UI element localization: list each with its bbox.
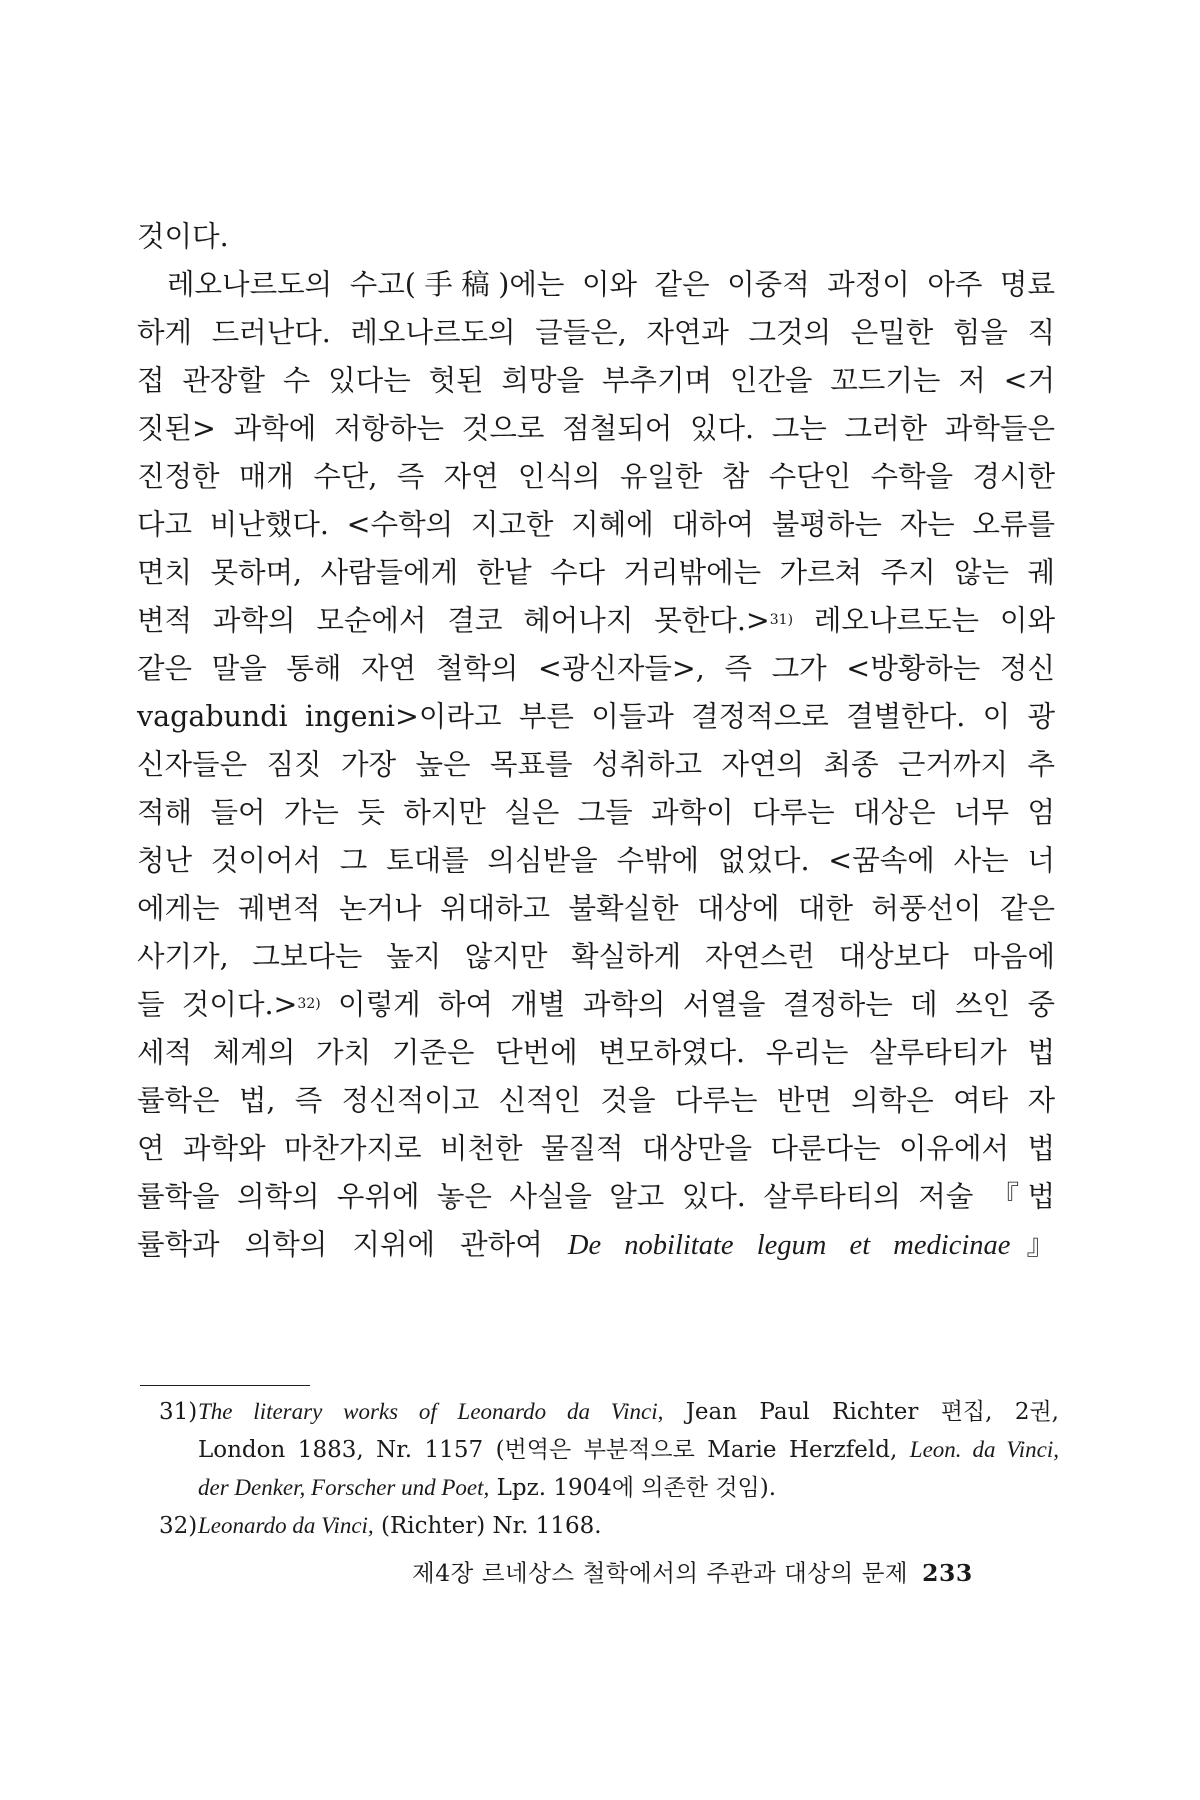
footnote-line [198,1393,1059,1431]
text-span: 청난 것이어서 그 토대를 의심받을 수밖에 없었다. <꿈속에 사는 너 [137,844,1055,877]
text-span: 들 것이다.> [137,988,298,1021]
text-span: London 1883, Nr. 1157 (번역은 부분적으로 Marie Herzfeld, [198,1437,910,1463]
text-line [137,597,1055,645]
text-line [137,1077,1055,1125]
text-line [137,885,1055,933]
text-line [137,357,1055,405]
paragraph-start-line [137,261,1055,309]
text-span: 같은 말을 통해 자연 철학의 <광신자들>, 즉 그가 <방황하는 정신 [137,652,1055,685]
text-line [137,693,1055,741]
text-span: 』 [1010,1228,1055,1261]
footnote-separator [140,1385,310,1386]
text-span: 레오나르도는 이와 [793,604,1055,637]
text-span: 것이다. [137,220,229,253]
text-span: 진정한 매개 수단, 즉 자연 인식의 유일한 참 수단인 수학을 경시한 [137,460,1055,493]
text-line [137,309,1055,357]
text-span: (Richter) Nr. 1168. [373,1513,602,1539]
text-line [137,1221,1055,1270]
footnote-number: 31) [159,1399,198,1425]
text-line [137,837,1055,885]
text-span: 접 관장할 수 있다는 헛된 희망을 부추기며 인간을 꼬드기는 저 <거 [137,364,1055,397]
text-line [137,501,1055,549]
chapter-title: 제4장 르네상스 철학에서의 주관과 대상의 문제 [412,1559,909,1587]
text-line [137,741,1055,789]
footnote-31 [159,1393,1059,1507]
text-line [137,549,1055,597]
latin-title: De nobilitate legum et medicinae [567,1230,1011,1261]
work-title: The literary works of Leonardo da Vinci, [198,1399,664,1424]
footnotes [159,1393,1059,1545]
text-line [137,453,1055,501]
page-number: 233 [922,1559,973,1587]
text-span: 다고 비난했다. <수학의 지고한 지혜에 대하여 불평하는 자는 오류를 [137,508,1055,541]
running-footer [412,1558,973,1588]
footnote-line [198,1431,1059,1469]
work-title: Leon. da Vinci, [909,1437,1059,1462]
footnote-line [198,1507,1059,1545]
text-line [137,1029,1055,1077]
text-line [137,1125,1055,1173]
text-span: 률학을 의학의 우위에 놓은 사실을 알고 있다. 살루타티의 저술 『법 [137,1180,1055,1213]
work-title: der Denker, Forscher und Poet, [198,1475,490,1500]
text-span: vagabundi ingeni>이라고 부른 이들과 결정적으로 결별한다. 이 광 [137,700,1055,733]
text-line [137,933,1055,981]
text-span: 변적 과학의 모순에서 결코 헤어나지 못한다.> [137,604,770,637]
text-span: 하게 드러난다. 레오나르도의 글들은, 자연과 그것의 은밀한 힘을 직 [137,316,1055,349]
text-span: 짓된> 과학에 저항하는 것으로 점철되어 있다. 그는 그러한 과학들은 [137,412,1055,445]
text-line [137,981,1055,1029]
text-span: 면치 못하며, 사람들에게 한낱 수다 거리밖에는 가르쳐 주지 않는 궤 [137,556,1055,589]
text-span: 률학과 의학의 지위에 관하여 [137,1228,568,1261]
text-span: 레오나르도의 수고(手稿)에는 이와 같은 이중적 과정이 아주 명료 [167,268,1055,301]
text-line [137,645,1055,693]
footnote-line [198,1469,1059,1507]
text-span: 적해 들어 가는 듯 하지만 실은 그들 과학이 다루는 대상은 너무 엄 [137,796,1055,829]
text-span: 연 과학와 마찬가지로 비천한 물질적 대상만을 다룬다는 이유에서 법 [137,1132,1055,1165]
text-span: 률학은 법, 즉 정신적이고 신적인 것을 다루는 반면 의학은 여타 자 [137,1084,1055,1117]
footnote-ref-31: 31) [769,612,794,628]
footnote-number: 32) [159,1513,198,1539]
text-span: 세적 체계의 가치 기준은 단번에 변모하였다. 우리는 살루타티가 법 [137,1036,1055,1069]
text-span: 이렇게 하여 개별 과학의 서열을 결정하는 데 쓰인 중 [320,988,1056,1021]
text-line [137,789,1055,837]
footnote-32 [159,1507,1059,1545]
text-span: 사기가, 그보다는 높지 않지만 확실하게 자연스런 대상보다 마음에 [137,940,1055,973]
work-title: Leonardo da Vinci, [198,1513,374,1538]
text-span: 에게는 궤변적 논거나 위대하고 불확실한 대상에 대한 허풍선이 같은 [137,892,1055,925]
text-span: Lpz. 1904에 의존한 것임). [489,1475,777,1501]
text-line [137,405,1055,453]
text-span: Jean Paul Richter 편집, 2권, [663,1399,1059,1425]
text-span: 신자들은 짐짓 가장 높은 목표를 성취하고 자연의 최종 근거까지 추 [137,748,1055,781]
text-line [137,1173,1055,1221]
text-line [137,213,1055,261]
footnote-ref-32: 32) [297,996,321,1012]
body-text [137,213,1055,1270]
